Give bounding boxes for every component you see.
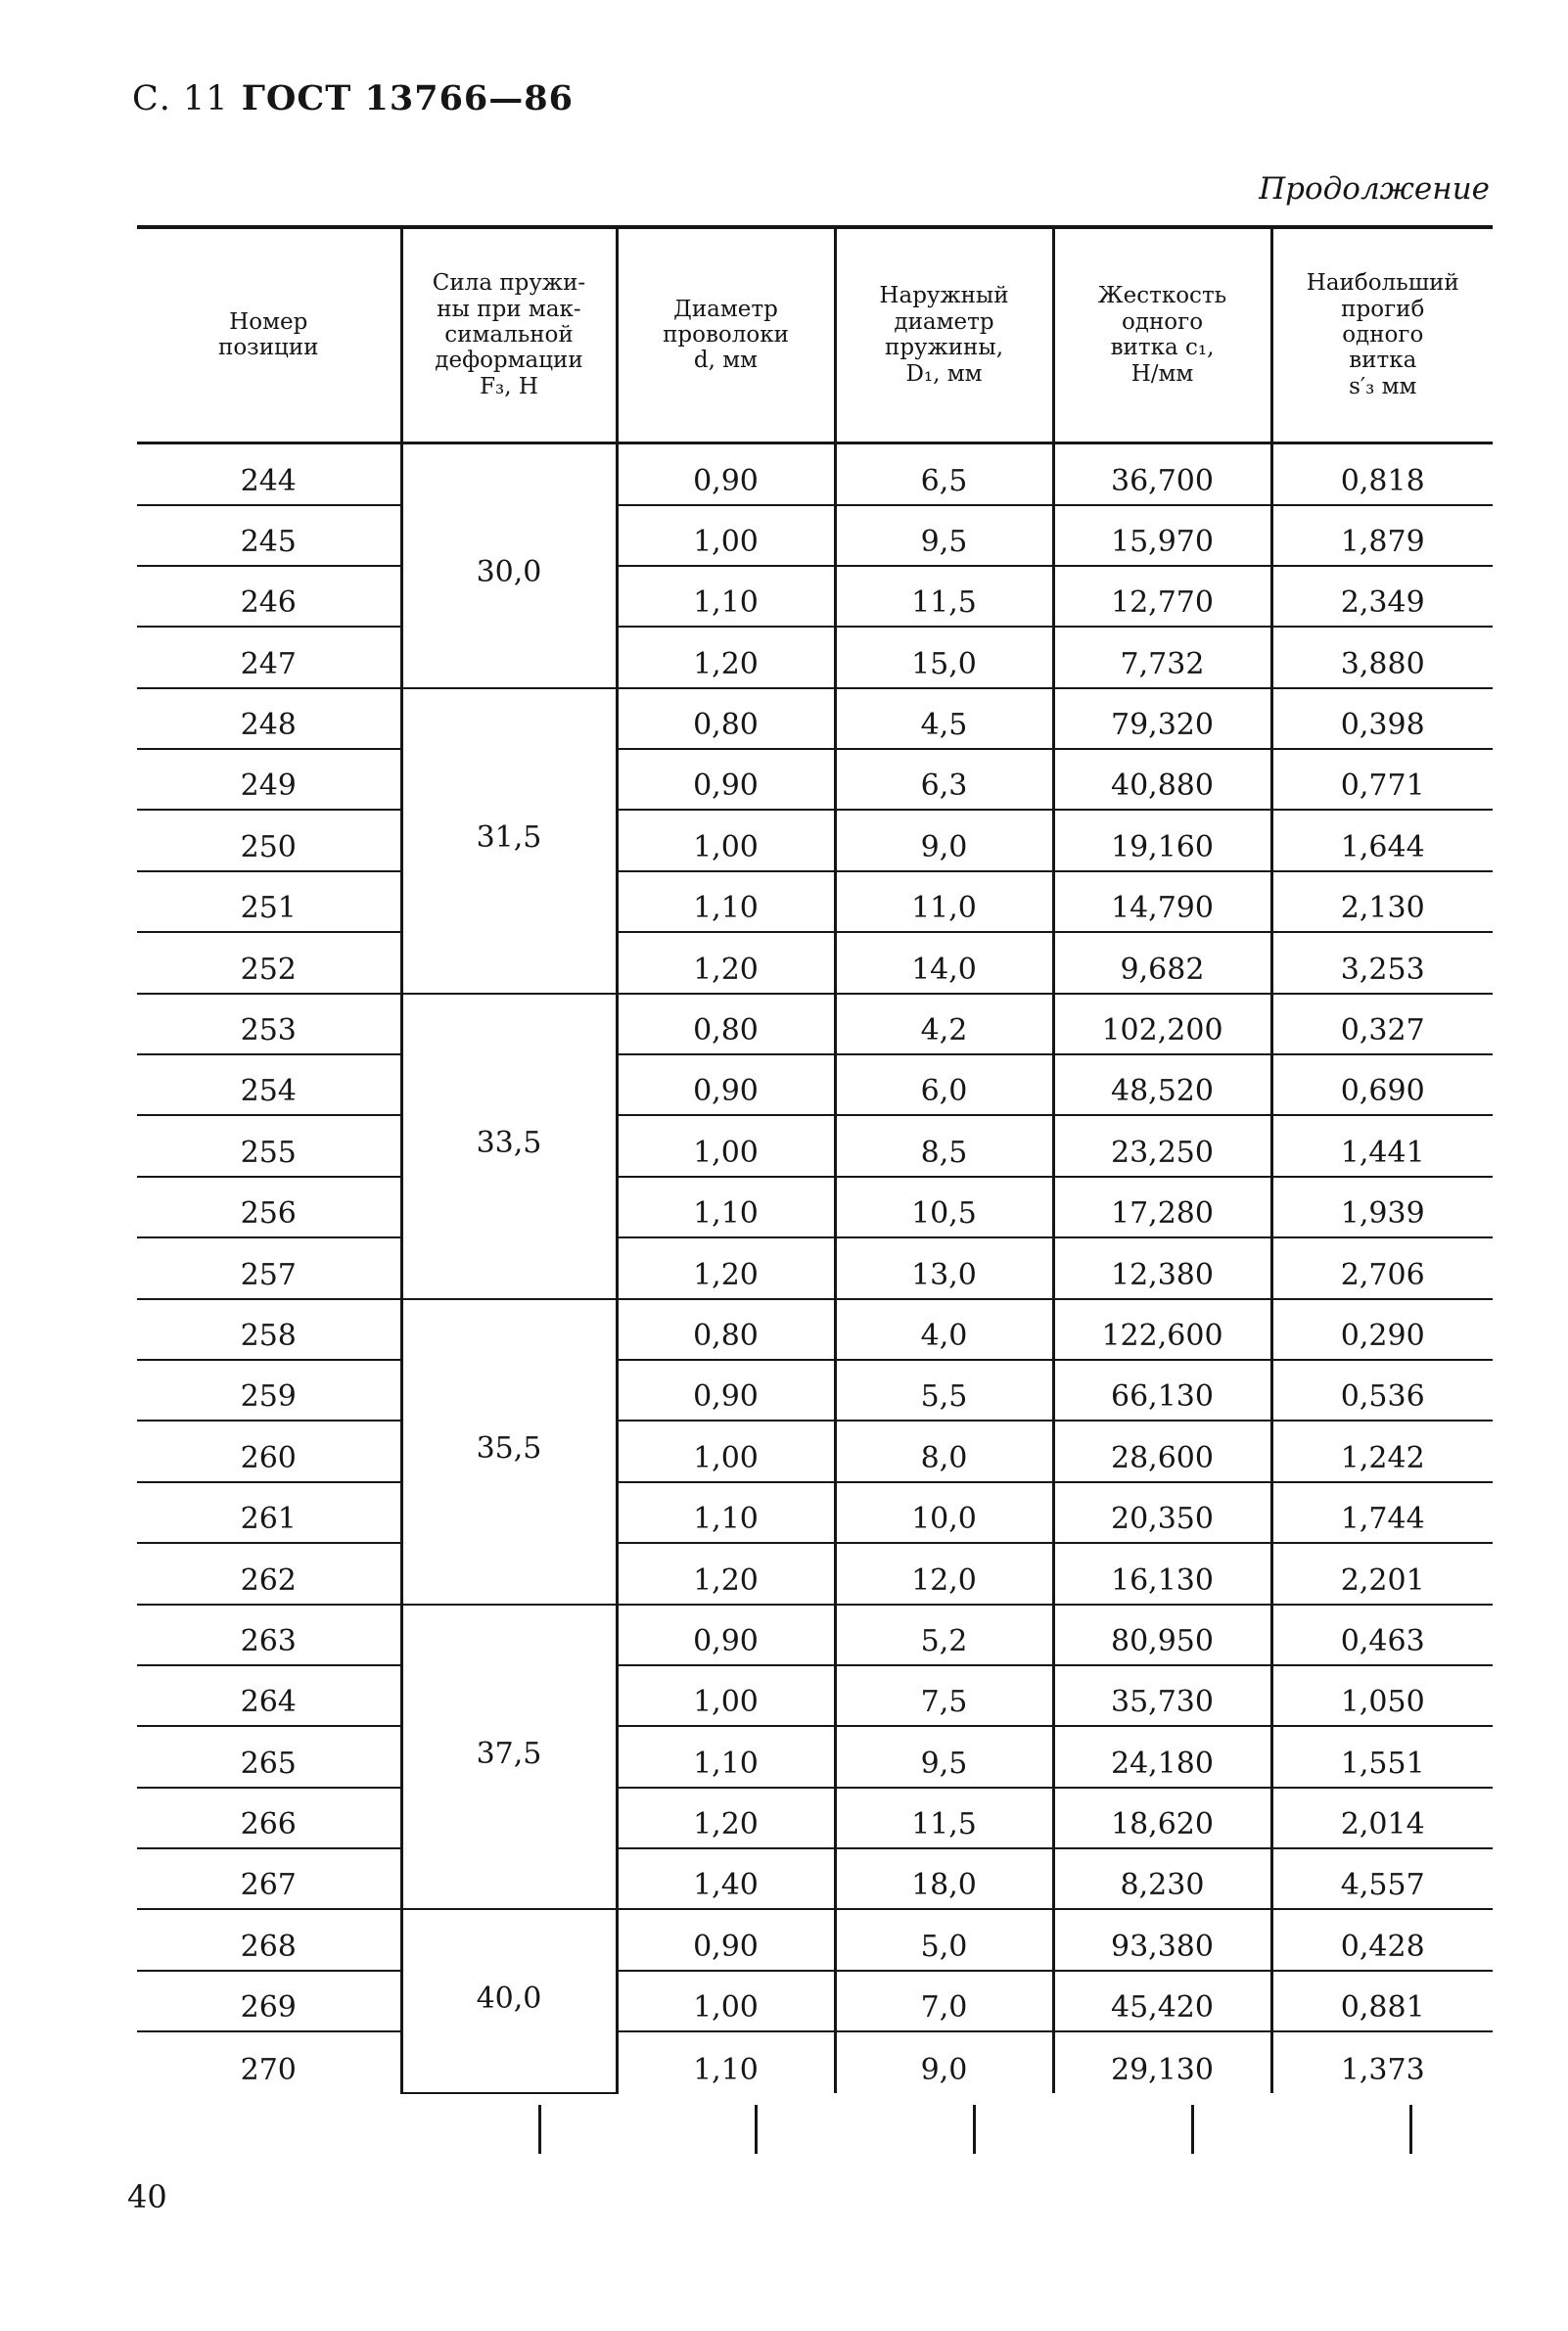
wire-diameter-cell: 1,00 [617,505,835,566]
max-deflection-cell: 1,242 [1271,1421,1493,1481]
coil-stiffness-cell: 12,380 [1053,1237,1271,1298]
position-number-cell: 263 [137,1605,401,1665]
spring-force-cell: 40,0 [401,1909,617,2092]
column-divider [1409,2105,1412,2154]
wire-diameter-cell: 1,10 [617,1177,835,1237]
coil-stiffness-cell: 7,732 [1053,627,1271,687]
wire-diameter-cell: 0,80 [617,994,835,1054]
coil-stiffness-cell: 36,700 [1053,443,1271,505]
position-number-cell: 266 [137,1788,401,1848]
max-deflection-cell: 4,557 [1271,1848,1493,1909]
spring-force-cell: 37,5 [401,1605,617,1910]
table-row [137,1543,1493,1604]
position-number-cell: 267 [137,1848,401,1909]
outer-diameter-cell: 4,5 [835,688,1053,749]
table-row [137,1605,1493,1665]
max-deflection-cell: 1,744 [1271,1482,1493,1543]
position-number-cell: 262 [137,1543,401,1604]
max-deflection-cell: 0,818 [1271,443,1493,505]
coil-stiffness-cell: 40,880 [1053,749,1271,810]
position-number-cell: 257 [137,1237,401,1298]
outer-diameter-cell: 8,5 [835,1115,1053,1176]
position-number-cell: 259 [137,1360,401,1421]
column-header-position-number: Номер позиции [137,227,401,443]
column-divider [1191,2105,1194,2154]
position-number-cell: 253 [137,994,401,1054]
max-deflection-cell: 1,373 [1271,2031,1493,2092]
max-deflection-cell: 1,551 [1271,1726,1493,1787]
max-deflection-cell: 0,428 [1271,1909,1493,1970]
max-deflection-cell: 1,879 [1271,505,1493,566]
table-row [137,1421,1493,1481]
wire-diameter-cell: 1,20 [617,627,835,687]
outer-diameter-cell: 10,0 [835,1482,1053,1543]
max-deflection-cell: 0,398 [1271,688,1493,749]
wire-diameter-cell: 1,10 [617,2031,835,2092]
outer-diameter-cell: 18,0 [835,1848,1053,1909]
outer-diameter-cell: 14,0 [835,932,1053,993]
table-row [137,1726,1493,1787]
coil-stiffness-cell: 122,600 [1053,1299,1271,1360]
position-number-cell: 255 [137,1115,401,1176]
table-row [137,1848,1493,1909]
column-header-coil-stiffness: Жесткость одного витка c₁, Н/мм [1053,227,1271,443]
wire-diameter-cell: 0,80 [617,688,835,749]
position-number-cell: 254 [137,1054,401,1115]
max-deflection-cell: 3,880 [1271,627,1493,687]
coil-stiffness-cell: 23,250 [1053,1115,1271,1176]
coil-stiffness-cell: 24,180 [1053,1726,1271,1787]
outer-diameter-cell: 13,0 [835,1237,1053,1298]
position-number-cell: 261 [137,1482,401,1543]
position-number-cell: 256 [137,1177,401,1237]
wire-diameter-cell: 0,90 [617,1605,835,1665]
outer-diameter-cell: 9,5 [835,505,1053,566]
column-divider [973,2105,976,2154]
coil-stiffness-cell: 80,950 [1053,1605,1271,1665]
continuation-label: Продолжение [1259,171,1490,207]
position-number-cell: 246 [137,566,401,627]
outer-diameter-cell: 5,5 [835,1360,1053,1421]
column-divider [538,2105,541,2154]
outer-diameter-cell: 6,3 [835,749,1053,810]
max-deflection-cell: 0,463 [1271,1605,1493,1665]
table-row [137,994,1493,1054]
spring-force-cell: 35,5 [401,1299,617,1605]
position-number-cell: 250 [137,810,401,870]
position-number-cell: 245 [137,505,401,566]
spring-force-cell: 31,5 [401,688,617,994]
wire-diameter-cell: 1,10 [617,1726,835,1787]
wire-diameter-cell: 1,20 [617,1237,835,1298]
coil-stiffness-cell: 28,600 [1053,1421,1271,1481]
table-row [137,1115,1493,1176]
table-row [137,1177,1493,1237]
max-deflection-cell: 2,349 [1271,566,1493,627]
spring-force-cell: 33,5 [401,994,617,1299]
table-row [137,505,1493,566]
spring-spec-table [137,225,1493,2094]
table-row [137,749,1493,810]
coil-stiffness-cell: 12,770 [1053,566,1271,627]
spring-force-cell: 30,0 [401,443,617,688]
max-deflection-cell: 0,690 [1271,1054,1493,1115]
outer-diameter-cell: 9,0 [835,810,1053,870]
table-row [137,932,1493,993]
table-row [137,1971,1493,2031]
max-deflection-cell: 1,644 [1271,810,1493,870]
column-header-outer-diameter: Наружный диаметр пружины, D₁, мм [835,227,1053,443]
wire-diameter-cell: 1,20 [617,932,835,993]
table-row [137,1299,1493,1360]
table-row [137,871,1493,932]
column-divider [755,2105,758,2154]
max-deflection-cell: 1,939 [1271,1177,1493,1237]
wire-diameter-cell: 1,00 [617,1971,835,2031]
table-body [137,443,1493,2093]
position-number-cell: 258 [137,1299,401,1360]
position-number-cell: 251 [137,871,401,932]
outer-diameter-cell: 6,5 [835,443,1053,505]
outer-diameter-cell: 10,5 [835,1177,1053,1237]
coil-stiffness-cell: 102,200 [1053,994,1271,1054]
coil-stiffness-cell: 8,230 [1053,1848,1271,1909]
table-row [137,443,1493,505]
coil-stiffness-cell: 16,130 [1053,1543,1271,1604]
max-deflection-cell: 0,290 [1271,1299,1493,1360]
coil-stiffness-cell: 15,970 [1053,505,1271,566]
coil-stiffness-cell: 18,620 [1053,1788,1271,1848]
max-deflection-cell: 1,441 [1271,1115,1493,1176]
page-prefix: С. 11 [132,79,229,118]
outer-diameter-cell: 6,0 [835,1054,1053,1115]
outer-diameter-cell: 7,0 [835,1971,1053,2031]
coil-stiffness-cell: 20,350 [1053,1482,1271,1543]
max-deflection-cell: 0,771 [1271,749,1493,810]
position-number-cell: 264 [137,1665,401,1726]
table-row [137,1909,1493,1970]
max-deflection-cell: 1,050 [1271,1665,1493,1726]
max-deflection-cell: 2,706 [1271,1237,1493,1298]
table-row [137,2031,1493,2092]
outer-diameter-cell: 5,0 [835,1909,1053,1970]
coil-stiffness-cell: 48,520 [1053,1054,1271,1115]
wire-diameter-cell: 1,10 [617,566,835,627]
standard-id: ГОСТ 13766—86 [241,78,574,118]
max-deflection-cell: 0,327 [1271,994,1493,1054]
max-deflection-cell: 2,130 [1271,871,1493,932]
coil-stiffness-cell: 14,790 [1053,871,1271,932]
outer-diameter-cell: 9,5 [835,1726,1053,1787]
column-header-spring-force: Сила пружи- ны при мак- симальной деформации F₃, Н [401,227,617,443]
coil-stiffness-cell: 45,420 [1053,1971,1271,2031]
max-deflection-cell: 2,201 [1271,1543,1493,1604]
page-header [132,78,574,118]
position-number-cell: 249 [137,749,401,810]
max-deflection-cell: 3,253 [1271,932,1493,993]
table-row [137,1665,1493,1726]
table-header-row [137,227,1493,443]
outer-diameter-cell: 9,0 [835,2031,1053,2092]
coil-stiffness-cell: 29,130 [1053,2031,1271,2092]
position-number-cell: 270 [240,2052,297,2087]
position-number-cell: 252 [137,932,401,993]
page-number: 40 [127,2178,167,2215]
position-number-cell: 265 [137,1726,401,1787]
max-deflection-cell: 0,536 [1271,1360,1493,1421]
outer-diameter-cell: 4,2 [835,994,1053,1054]
wire-diameter-cell: 1,00 [617,1115,835,1176]
outer-diameter-cell: 7,5 [835,1665,1053,1726]
wire-diameter-cell: 1,00 [617,1421,835,1481]
position-number-cell: 260 [137,1421,401,1481]
coil-stiffness-cell: 17,280 [1053,1177,1271,1237]
wire-diameter-cell: 0,90 [617,443,835,505]
outer-diameter-cell: 4,0 [835,1299,1053,1360]
wire-diameter-cell: 0,90 [617,1360,835,1421]
wire-diameter-cell: 1,10 [617,1482,835,1543]
wire-diameter-cell: 1,10 [617,871,835,932]
table-row [137,1360,1493,1421]
wire-diameter-cell: 1,00 [617,810,835,870]
wire-diameter-cell: 0,90 [617,1909,835,1970]
wire-diameter-cell: 1,40 [617,1848,835,1909]
wire-diameter-cell: 1,20 [617,1788,835,1848]
table-row [137,1054,1493,1115]
outer-diameter-cell: 5,2 [835,1605,1053,1665]
wire-diameter-cell: 1,20 [617,1543,835,1604]
outer-diameter-cell: 11,5 [835,566,1053,627]
column-header-max-deflection: Наибольший прогиб одного витка s′₃ мм [1271,227,1493,443]
position-number-cell: 269 [137,1971,401,2031]
table-row [137,566,1493,627]
outer-diameter-cell: 8,0 [835,1421,1053,1481]
position-number-cell: 244 [137,443,401,505]
wire-diameter-cell: 1,00 [617,1665,835,1726]
max-deflection-cell: 2,014 [1271,1788,1493,1848]
position-number-cell: 247 [137,627,401,687]
coil-stiffness-cell: 79,320 [1053,688,1271,749]
wire-diameter-cell: 0,90 [617,749,835,810]
coil-stiffness-cell: 9,682 [1053,932,1271,993]
coil-stiffness-cell: 66,130 [1053,1360,1271,1421]
table-row [137,688,1493,749]
coil-stiffness-cell: 93,380 [1053,1909,1271,1970]
table-row [137,1788,1493,1848]
outer-diameter-cell: 12,0 [835,1543,1053,1604]
wire-diameter-cell: 0,80 [617,1299,835,1360]
column-header-wire-diameter: Диаметр проволоки d, мм [617,227,835,443]
outer-diameter-cell: 11,0 [835,871,1053,932]
position-number-cell: 248 [137,688,401,749]
outer-diameter-cell: 11,5 [835,1788,1053,1848]
max-deflection-cell: 0,881 [1271,1971,1493,2031]
position-number-cell: 268 [137,1909,401,1970]
table-row [137,1237,1493,1298]
table-row [137,1482,1493,1543]
wire-diameter-cell: 0,90 [617,1054,835,1115]
coil-stiffness-cell: 35,730 [1053,1665,1271,1726]
outer-diameter-cell: 15,0 [835,627,1053,687]
coil-stiffness-cell: 19,160 [1053,810,1271,870]
table-row [137,810,1493,870]
table-row [137,627,1493,687]
